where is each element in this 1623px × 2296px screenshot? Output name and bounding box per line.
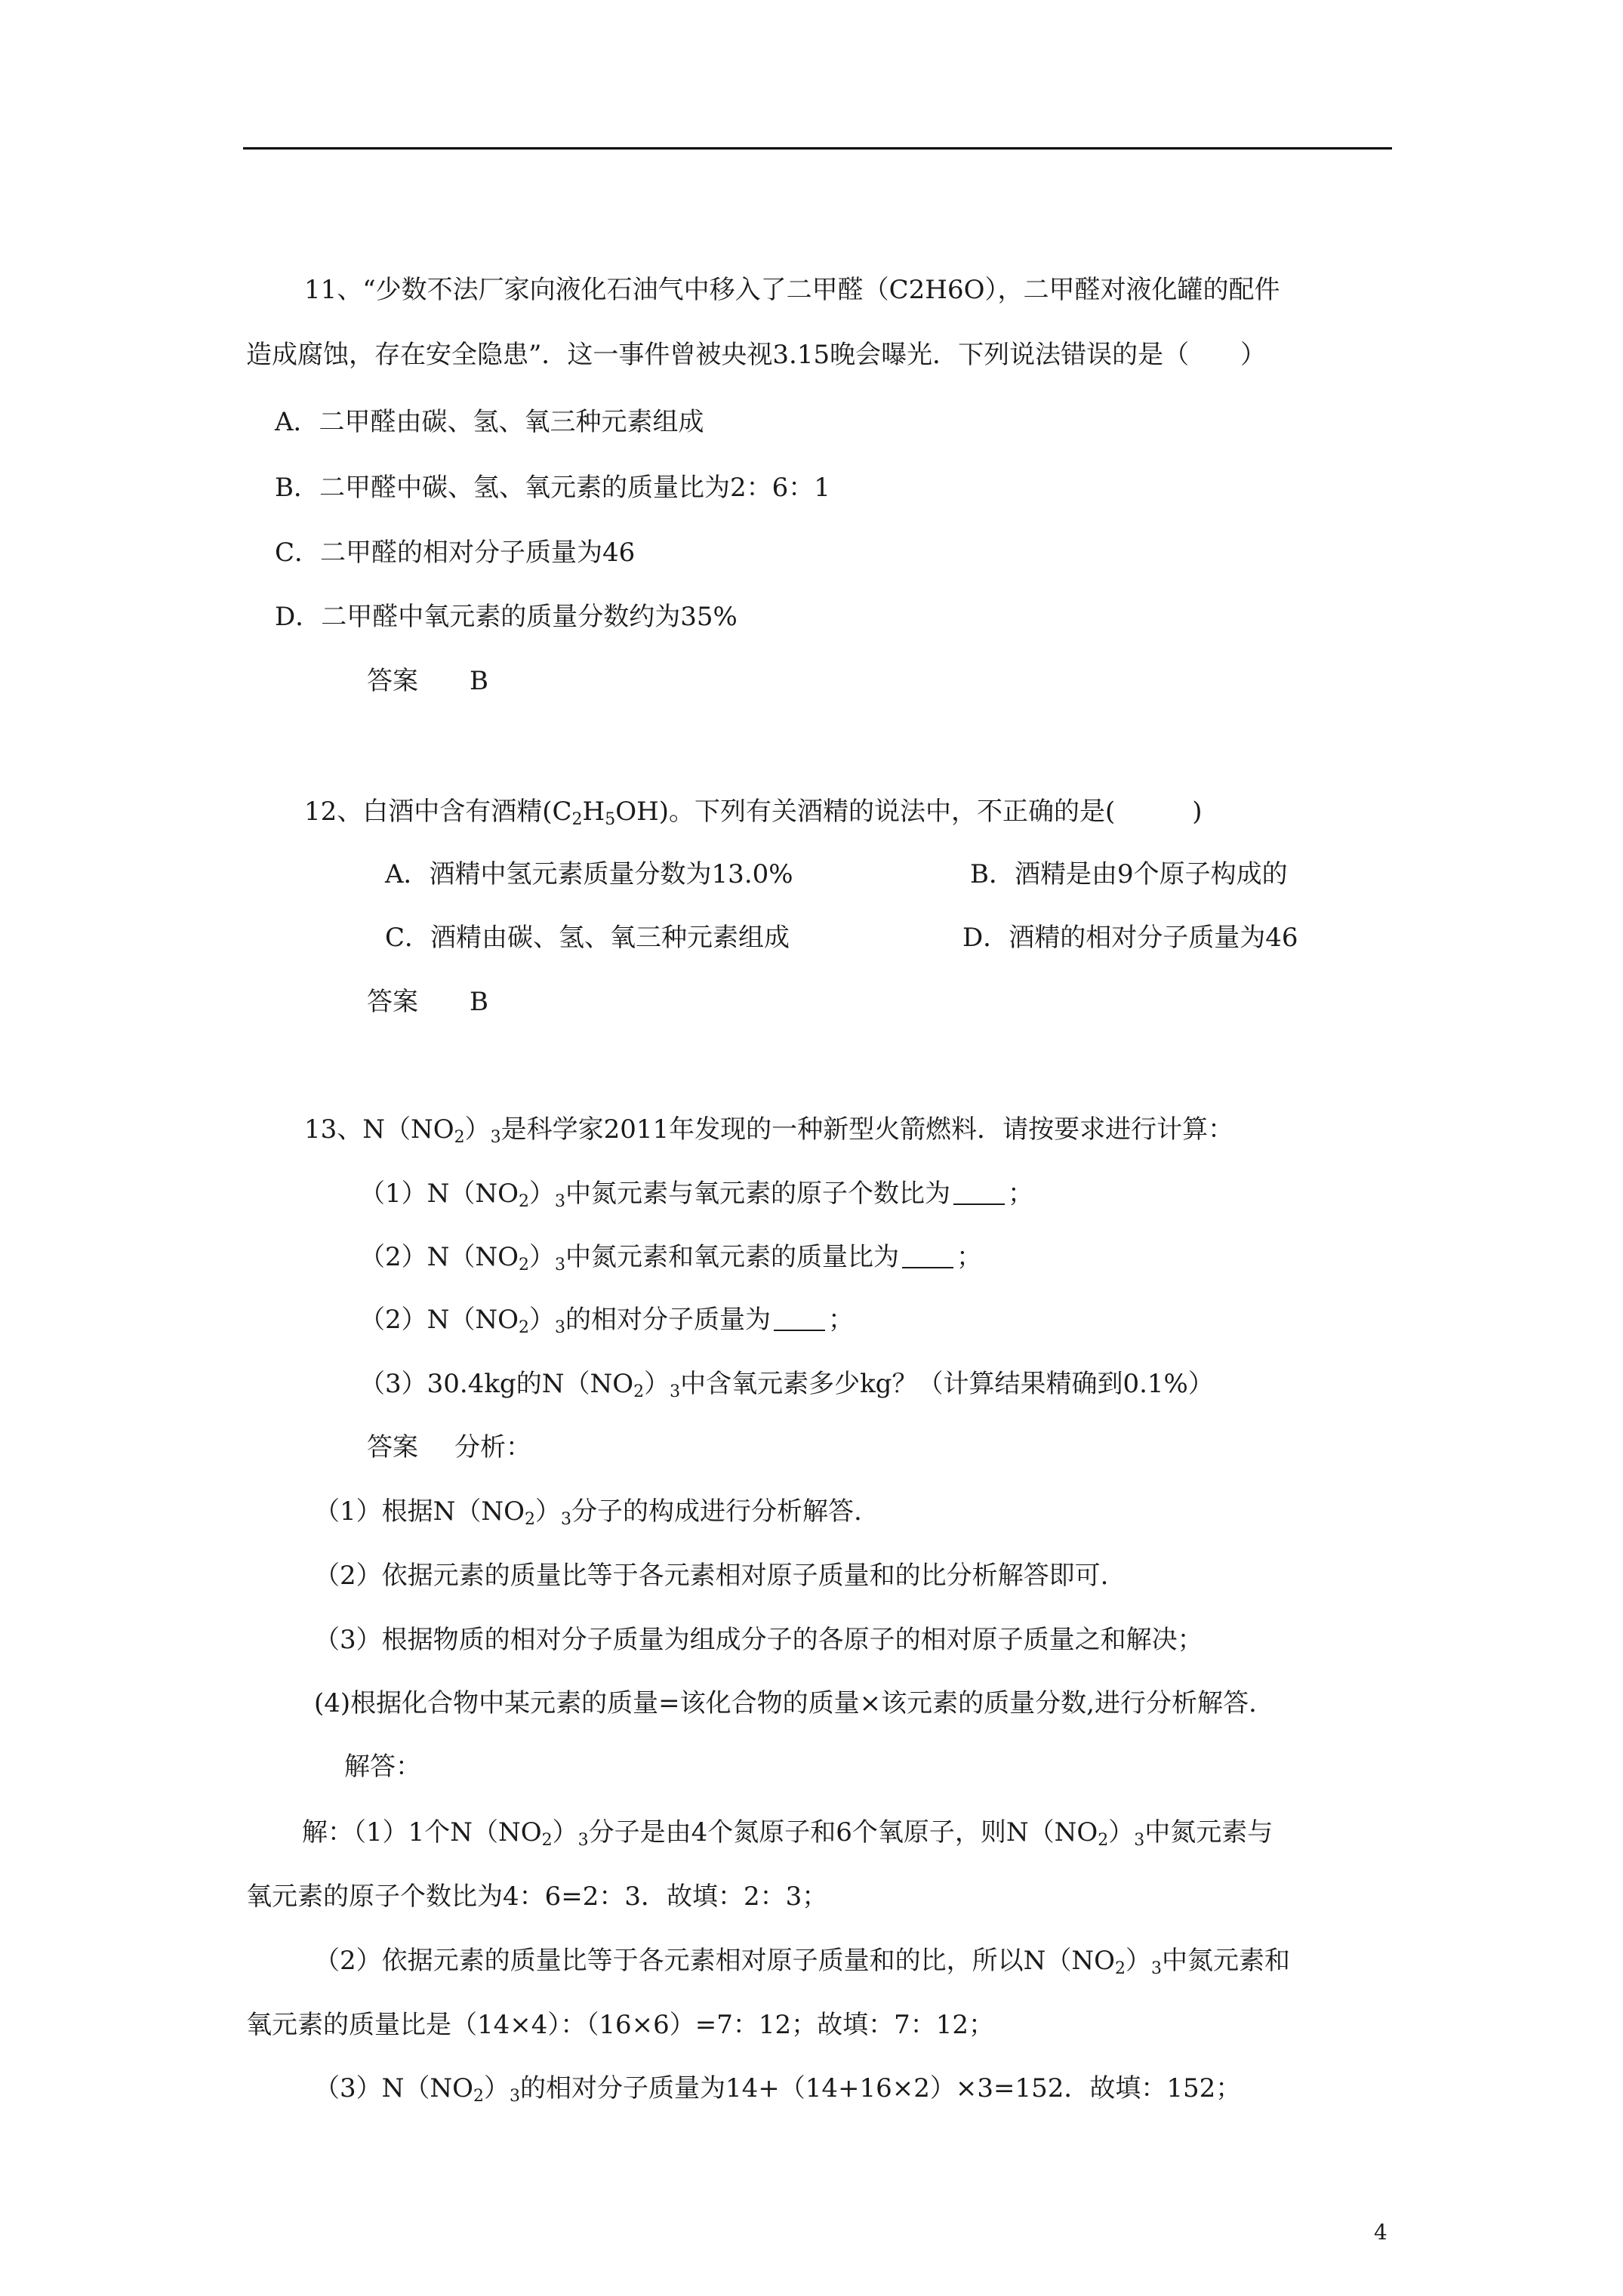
formula: $N(NO_2)_3$ (541, 1369, 681, 1401)
q11-option-c: C．二甲醛的相对分子质量为46 (275, 538, 636, 568)
formula: $N(NO_2)_3$ (427, 1179, 566, 1211)
answer-blank (774, 1307, 825, 1331)
q13-solution-1: 解：（1）1个$N(NO_2)_3$分子是由4个氮原子和6个氧原子，则$N(NO_2)_3$中氮元素与 (302, 1817, 1273, 1850)
formula: $N(NO_2)_3$ (450, 1817, 589, 1850)
q13-solution-3: $(3)N(NO_2)_3$的相对分子质量为14+（14+16×2）×3=152．故填：152； (314, 2073, 1242, 2106)
q13-stem: 13、$N(NO_2)_3$是科学家2011年发现的一种新型火箭燃料．请按要求进行计算： (304, 1114, 1234, 1147)
q11-stem-line2: 造成腐蚀，存在安全隐患”．这一事件曾被央视3.15晚会曝光．下列说法错误的是（ ） (246, 340, 1267, 370)
formula: $N(NO_2)_3$ (362, 1114, 501, 1147)
q13-part4: （3）30.4kg的$N(NO_2)_3$中含氧元素多少kg？（计算结果精确到0.1%） (359, 1369, 1214, 1401)
formula: $N(NO_2)_3$ (1006, 1817, 1145, 1850)
q11-option-d: D．二甲醛中氧元素的质量分数约为35% (275, 602, 738, 632)
q12-option-a: A．酒精中氢元素质量分数为13.0% (385, 859, 793, 889)
answer-value: B (470, 987, 488, 1017)
analysis-label: 分析： (454, 1432, 531, 1462)
q13-analysis-3: （3）根据物质的相对分子质量为组成分子的各原子的相对原子质量之和解决； (314, 1625, 1203, 1655)
formula: $N(NO_2)_3$ (1023, 1946, 1163, 1978)
q13-part2: $(2)N(NO_2)_3$中氮元素和氧元素的质量比为 ； (359, 1242, 983, 1274)
q11-option-b: B．二甲醛中碳、氢、氧元素的质量比为2：6：1 (275, 473, 830, 503)
q12-option-d: D．酒精的相对分子质量为46 (962, 923, 1298, 953)
answer-value: B (470, 666, 488, 696)
q12-answer (367, 987, 488, 1017)
q13-solution-1-line2: 氧元素的原子个数比为4：6=2：3．故填：2：3； (246, 1881, 828, 1912)
formula: $N(NO_2)_3$ (381, 2073, 521, 2106)
q13-analysis-2: （2）依据元素的质量比等于各元素相对原子质量和的比分析解答即可. (314, 1561, 1109, 1591)
q12-stem: 12、白酒中含有酒精$(C_2H_5OH)$。下列有关酒精的说法中，不正确的是( ) (304, 797, 1203, 829)
answer-label: 答案 (367, 987, 418, 1017)
q13-solution-2: （2）依据元素的质量比等于各元素相对原子质量和的比，所以$N(NO_2)_3$中氮元素和 (314, 1946, 1291, 1978)
formula: $N(NO_2)_3$ (427, 1242, 566, 1274)
q13-part1: $(1)N(NO_2)_3$中氮元素与氧元素的原子个数比为 ； (359, 1179, 1034, 1211)
formula: $N(NO_2)_3$ (427, 1305, 566, 1337)
q11-stem-line1: 11、“少数不法厂家向液化石油气中移入了二甲醛（C2H6O），二甲醛对液化罐的配件 (304, 275, 1280, 305)
q11-option-a: A．二甲醛由碳、氢、氧三种元素组成 (275, 407, 704, 437)
q13-answer-analysis (367, 1432, 531, 1462)
q13-solution-2-line2: 氧元素的质量比是（14×4）：（16×6）=7：12；故填：7：12； (246, 2010, 995, 2040)
q13-part3: $(2)N(NO_2)_3$的相对分子质量为 ； (359, 1305, 855, 1337)
answer-label: 答案 (367, 1432, 418, 1462)
q11-answer (367, 666, 488, 696)
answer-blank (953, 1181, 1005, 1205)
answer-blank (902, 1244, 953, 1268)
formula: $N(NO_2)_3$ (433, 1496, 572, 1529)
q13-analysis-1: （1）根据$N(NO_2)_3$分子的构成进行分析解答. (314, 1496, 862, 1529)
q12-option-b: B．酒精是由9个原子构成的 (970, 859, 1288, 889)
q13-analysis-4: (4)根据化合物中某元素的质量=该化合物的质量×该元素的质量分数,进行分析解答. (314, 1688, 1257, 1718)
q13-solution-label: 解答： (344, 1752, 421, 1782)
answer-label: 答案 (367, 666, 418, 696)
page-number: 4 (1374, 2220, 1387, 2245)
header-rule (243, 147, 1392, 149)
q12-option-c: C．酒精由碳、氢、氧三种元素组成 (385, 923, 790, 953)
